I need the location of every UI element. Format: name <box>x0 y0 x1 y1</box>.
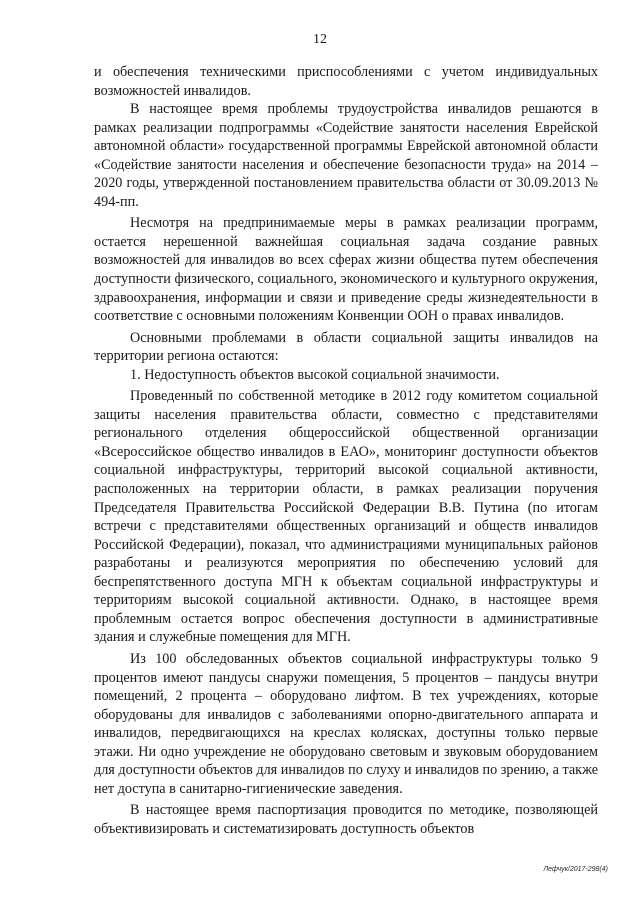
paragraph: Основными проблемами в области социальной защиты инвалидов на территории региона остаются: <box>94 329 598 365</box>
document-body <box>94 63 598 838</box>
document-code: Лефчук/2017-298(4) <box>543 866 608 873</box>
paragraph: Несмотря на предпринимаемые меры в рамках реализации программ, остается нерешенной важнейшая социальная задача создание равных возможностей для инвалидов во всех сферах жизни общества путем обеспечения доступности физического, социального, экономического и культурного окружения, здравоохранения, информации и связи и приведение среды жизнедеятельности в соответствие с основными положениям Конвенции ООН о правах инвалидов. <box>94 215 598 325</box>
page-number: 12 <box>313 32 327 47</box>
paragraph: Из 100 обследованных объектов социальной инфраструктуры только 9 процентов имеют пандусы снаружи помещения, 5 процентов – пандусы внутри помещений, 2 процента – оборудовано лифтом. В тех учреждениях, которые оборудованы для инвалидов с заболеваниями опорно-двигательного аппарата и инвалидов, передвигающихся на креслах колясках, доступны только первые этажи. Ни одно учреждение не оборудовано световым и звуковым оборудованием для доступности объектов для инвалидов по слуху и инвалидов по зрению, а также нет доступа в санитарно-гигиенические заведения. <box>94 650 598 797</box>
paragraph: В настоящее время паспортизация проводится по методике, позволяющей объективизировать и систематизировать доступность объектов <box>94 802 598 837</box>
paragraph: и обеспечения техническими приспособлениями с учетом индивидуальных возможностей инвалидов. <box>94 64 598 99</box>
list-item: 1. Недоступность объектов высокой социальной значимости. <box>130 366 500 383</box>
paragraph: В настоящее время проблемы трудоустройства инвалидов решаются в рамках реализации подпрограммы «Содействие занятости населения Еврейской автономной области» государственной программы Еврейской автономной области «Содействие занятости населения и обеспечение безопасности труда» на 2014 – 2020 годы, утвержденной постановлением правительства области от 30.09.2013 № 494-пп. <box>94 101 598 210</box>
paragraph: Проведенный по собственной методике в 2012 году комитетом социальной защиты населения правительства области, совместно с представителями регионального отделения общероссийской общественной организации «Всероссийское общество инвалидов в ЕАО», мониторинг доступности объектов социальной инфраструктуры, территорий высокой социальной активности, расположенных на территории области, в рамках реализации поручения Председателя Правительства Российской Федерации В.В. Путина (по итогам встречи с представителями общественных организаций и обществ инвалидов Российской Федерации), показал, что администрациями муниципальных районов разработаны и реализуются мероприятия по обеспечению условий для беспрепятственного доступа МГН к объектам социальной инфраструктуры и территориям высокой социальной активности. Однако, в настоящее время проблемным остается вопрос обеспечения доступности в административные здания и служебные помещения для МГН. <box>94 388 598 646</box>
